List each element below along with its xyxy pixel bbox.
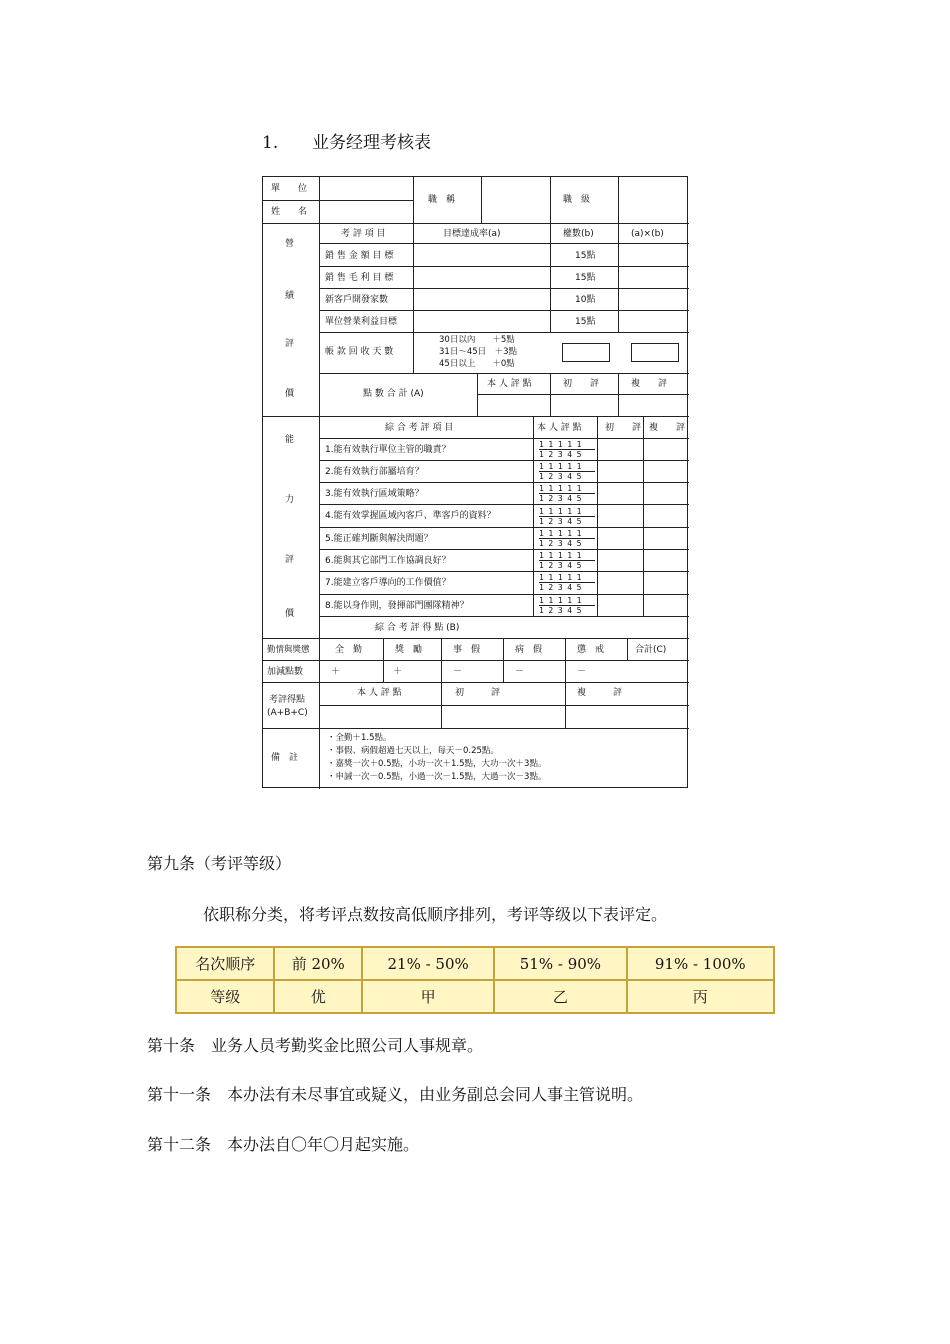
rating-scale: 11111 12345	[539, 529, 595, 549]
rating-scale: 11111 12345	[539, 551, 595, 571]
receivable-label: 帳 款 回 收 天 數	[325, 347, 394, 357]
perf-header-product: (a)×(b)	[631, 229, 664, 239]
perf-side-1: 營	[285, 239, 295, 249]
rating-scale: 11111 12345	[539, 440, 595, 460]
attendance-label: 勤情與獎懲	[267, 645, 310, 655]
rating-scale: 11111 12345	[539, 596, 595, 616]
article-10: 第十条 业务人员考勤奖金比照公司人事规章。	[147, 1036, 484, 1055]
ability-item: 7.能建立客戶導向的工作價值？	[325, 578, 451, 588]
attendance-col: 合計(C)	[635, 645, 667, 655]
table-cell: 91% - 100%	[627, 947, 774, 980]
first-eval-header: 初 評	[563, 379, 600, 389]
table-cell: 前 20%	[274, 947, 362, 980]
rating-scale: 11111 12345	[539, 462, 595, 482]
note-line: ・全勤＋1.5點。	[327, 733, 392, 743]
perf-item-weight: 10點	[575, 295, 596, 305]
evaluation-form-scan	[262, 176, 688, 788]
table-cell: 优	[274, 980, 362, 1013]
job-title-label: 職 稱	[428, 195, 456, 205]
sum-b-label: 綜 合 考 評 得 點 (B)	[375, 623, 460, 633]
score-first: 初 評	[455, 688, 501, 698]
ability-item: 2.能有效執行部屬培育？	[325, 467, 424, 477]
name-label: 姓 名	[271, 207, 308, 217]
ability-item: 3.能有效執行區域策略？	[325, 489, 424, 499]
adjust-sign: －	[577, 667, 587, 677]
rating-scale: 11111 12345	[539, 507, 595, 527]
heading-number: 1.	[262, 133, 279, 153]
ability-second-header: 複 評	[649, 423, 686, 433]
ability-side-3: 評	[285, 555, 295, 565]
article-9-title: 第九条（考评等级）	[147, 854, 292, 873]
table-cell: 51% - 90%	[494, 947, 626, 980]
receivable-line: 30日以內 ＋5點	[439, 335, 515, 345]
ability-self-header: 本 人 評 點	[537, 423, 582, 433]
perf-item-label: 銷 售 毛 利 目 標	[325, 273, 394, 283]
note-line: ・事假、病假超過七天以上，每天－0.25點。	[327, 746, 499, 756]
rating-scale: 11111 12345	[539, 573, 595, 593]
table-cell: 甲	[362, 980, 494, 1013]
score-formula: (A+B+C)	[267, 708, 308, 718]
receivable-score-box	[562, 343, 610, 362]
sum-a-label: 點 數 合 計 (A)	[363, 389, 424, 399]
adjust-sign: ＋	[331, 667, 341, 677]
adjust-label: 加減點數	[267, 667, 304, 677]
ability-first-header: 初 評	[605, 423, 642, 433]
receivable-line: 45日以上 ＋0點	[439, 359, 515, 369]
perf-item-label: 單位營業利益目標	[325, 317, 398, 327]
ability-item: 1.能有效執行單位主管的職責？	[325, 445, 451, 455]
heading-title: 业务经理考核表	[312, 133, 431, 153]
ability-side-4: 價	[285, 609, 295, 619]
perf-item-label: 銷 售 金 額 目 標	[325, 251, 394, 261]
score-label: 考評得點	[269, 695, 306, 705]
grade-table	[175, 946, 775, 1014]
notes-label: 備 註	[271, 753, 299, 763]
perf-item-weight: 15點	[575, 273, 596, 283]
ability-item: 5.能正確判斷與解決問題？	[325, 534, 433, 544]
second-eval-header: 複 評	[631, 379, 668, 389]
note-line: ・申誡一次－0.5點，小過一次－1.5點，大過一次－3點。	[327, 772, 547, 782]
unit-label: 單 位	[271, 184, 308, 194]
perf-side-4: 價	[285, 389, 295, 399]
rank-label: 職 級	[563, 195, 591, 205]
perf-item-label: 新客戶開發家數	[325, 295, 389, 305]
attendance-col: 懲 戒	[577, 645, 605, 655]
article-9-text: 依职称分类，将考评点数按高低顺序排列，考评等级以下表评定。	[203, 905, 668, 924]
attendance-col: 事 假	[453, 645, 481, 655]
perf-side-2: 績	[285, 291, 295, 301]
table-cell: 等级	[176, 980, 274, 1013]
perf-header-weight: 權數(b)	[563, 229, 594, 239]
article-12: 第十二条 本办法自〇年〇月起实施。	[147, 1135, 420, 1154]
ability-item: 8.能以身作則，發揮部門團隊精神？	[325, 601, 469, 611]
adjust-sign: －	[453, 667, 463, 677]
rating-scale: 11111 12345	[539, 484, 595, 504]
ability-item: 4.能有效掌握區域內客戶、準客戶的資料？	[325, 511, 496, 521]
self-eval-header: 本 人 評 點	[487, 379, 532, 389]
perf-side-3: 評	[285, 339, 295, 349]
ability-side-1: 能	[285, 435, 295, 445]
adjust-sign: ＋	[393, 667, 403, 677]
attendance-col: 獎 勵	[395, 645, 423, 655]
perf-item-weight: 15點	[575, 251, 596, 261]
attendance-col: 病 假	[515, 645, 543, 655]
adjust-sign: －	[515, 667, 525, 677]
table-row	[176, 947, 774, 980]
ability-header: 綜 合 考 評 項 目	[385, 423, 454, 433]
article-11: 第十一条 本办法有未尽事宜或疑义，由业务副总会同人事主管说明。	[147, 1085, 644, 1104]
table-cell: 乙	[494, 980, 626, 1013]
perf-header-item: 考 評 項 目	[341, 229, 386, 239]
receivable-product-box	[631, 343, 679, 362]
ability-item: 6.能與其它部門工作協調良好？	[325, 556, 451, 566]
section-heading	[262, 128, 431, 153]
perf-header-rate: 目標達成率(a)	[443, 229, 501, 239]
table-cell: 21% - 50%	[362, 947, 494, 980]
table-row	[176, 980, 774, 1013]
attendance-col: 全 勤	[335, 645, 363, 655]
perf-item-weight: 15點	[575, 317, 596, 327]
note-line: ・嘉獎一次＋0.5點，小功一次＋1.5點，大功一次＋3點。	[327, 759, 547, 769]
table-cell: 丙	[627, 980, 774, 1013]
table-cell: 名次顺序	[176, 947, 274, 980]
ability-side-2: 力	[285, 495, 295, 505]
score-self: 本 人 評 點	[357, 688, 402, 698]
score-second: 複 評	[577, 688, 623, 698]
receivable-line: 31日～45日 ＋3點	[439, 347, 518, 357]
